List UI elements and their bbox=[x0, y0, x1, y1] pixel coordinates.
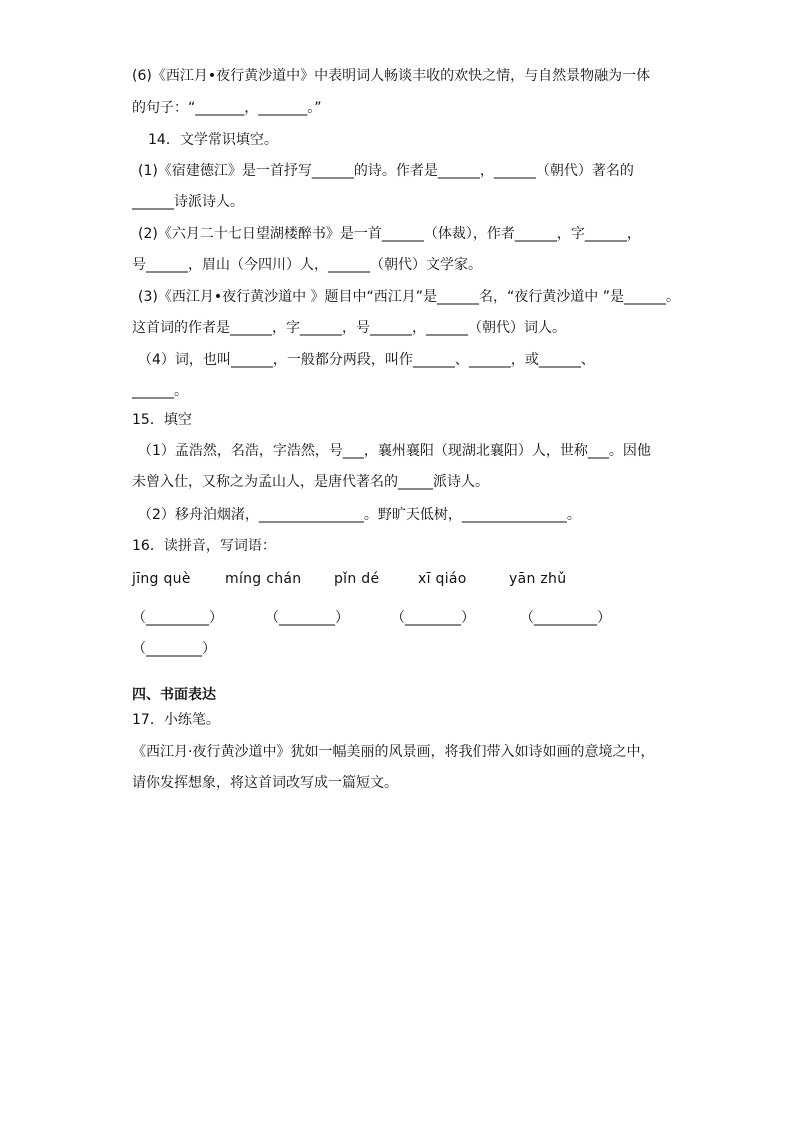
q14-p1-line2: ______诗派诗人。 bbox=[132, 194, 244, 210]
q16-answer-row-2 bbox=[132, 638, 672, 660]
q14-p3-line1: (3)《西江月•夜行黄沙道中 》题目中“西江月”是______名，“夜行黄沙道中 ”是______。 bbox=[138, 289, 680, 305]
q14-p4-line2: ______。 bbox=[132, 383, 188, 399]
q14-p1-line1: (1)《宿建德江》是一首抒写______的诗。作者是______，______（朝代）著名的 bbox=[138, 163, 634, 179]
pinyin-item: xī qiáo bbox=[418, 571, 467, 587]
answer-blank[interactable]: （________） bbox=[391, 610, 475, 626]
answer-blank[interactable]: （_________） bbox=[132, 610, 223, 626]
q15-title: 15．填空 bbox=[132, 412, 192, 428]
q14-p2-line1: (2)《六月二十七日望湖楼醉书》是一首______（体裁），作者______，字______， bbox=[138, 226, 641, 242]
answer-blank[interactable]: （________） bbox=[265, 610, 349, 626]
pinyin-item: yān zhǔ bbox=[509, 571, 567, 587]
q14-p2-line2: 号______，眉山（今四川）人，______（朝代）文学家。 bbox=[132, 257, 482, 273]
q14-p3-line2: 这首词的作者是______，字______，号______，______（朝代）词人。 bbox=[132, 320, 566, 336]
q17-line2: 请你发挥想象，将这首词改写成一篇短文。 bbox=[132, 775, 398, 791]
q16-title: 16．读拼音，写词语： bbox=[132, 538, 276, 554]
q15-p2-line1: （2）移舟泊烟渚，_______________。野旷天低树，_______________。 bbox=[138, 507, 581, 523]
q17-line1: 《西江月·夜行黄沙道中》犹如一幅美丽的风景画，将我们带入如诗如画的意境之中， bbox=[132, 744, 655, 760]
pinyin-item: míng chán bbox=[225, 571, 302, 587]
q16-pinyin-row bbox=[132, 571, 672, 593]
q15-p1-line2: 未曾入仕，又称之为孟山人，是唐代著名的_____派诗人。 bbox=[132, 474, 489, 490]
q13-6-line1: (6)《西江月•夜行黄沙道中》中表明词人畅谈丰收的欢快之情，与自然景物融为一体 bbox=[132, 68, 651, 84]
answer-blank[interactable]: （_________） bbox=[520, 610, 611, 626]
q17-title: 17．小练笔。 bbox=[132, 712, 220, 728]
pinyin-item: pǐn dé bbox=[334, 571, 380, 587]
q16-answer-row-1 bbox=[132, 607, 672, 629]
pinyin-item: jīng què bbox=[132, 571, 191, 587]
section-4-heading: 四、书面表达 bbox=[132, 687, 216, 703]
q15-p1-line1: （1）孟浩然，名浩，字浩然，号___，襄州襄阳（现湖北襄阳）人，世称___。因他 bbox=[138, 443, 651, 459]
q14-title: 14．文学常识填空。 bbox=[148, 132, 278, 148]
answer-blank[interactable]: （________） bbox=[132, 641, 216, 657]
q13-6-line2: 的句子：“_______，_______。” bbox=[132, 100, 322, 116]
q14-p4-line1: （4）词，也叫______，一般都分两段，叫作______、______，或______、 bbox=[138, 352, 595, 368]
